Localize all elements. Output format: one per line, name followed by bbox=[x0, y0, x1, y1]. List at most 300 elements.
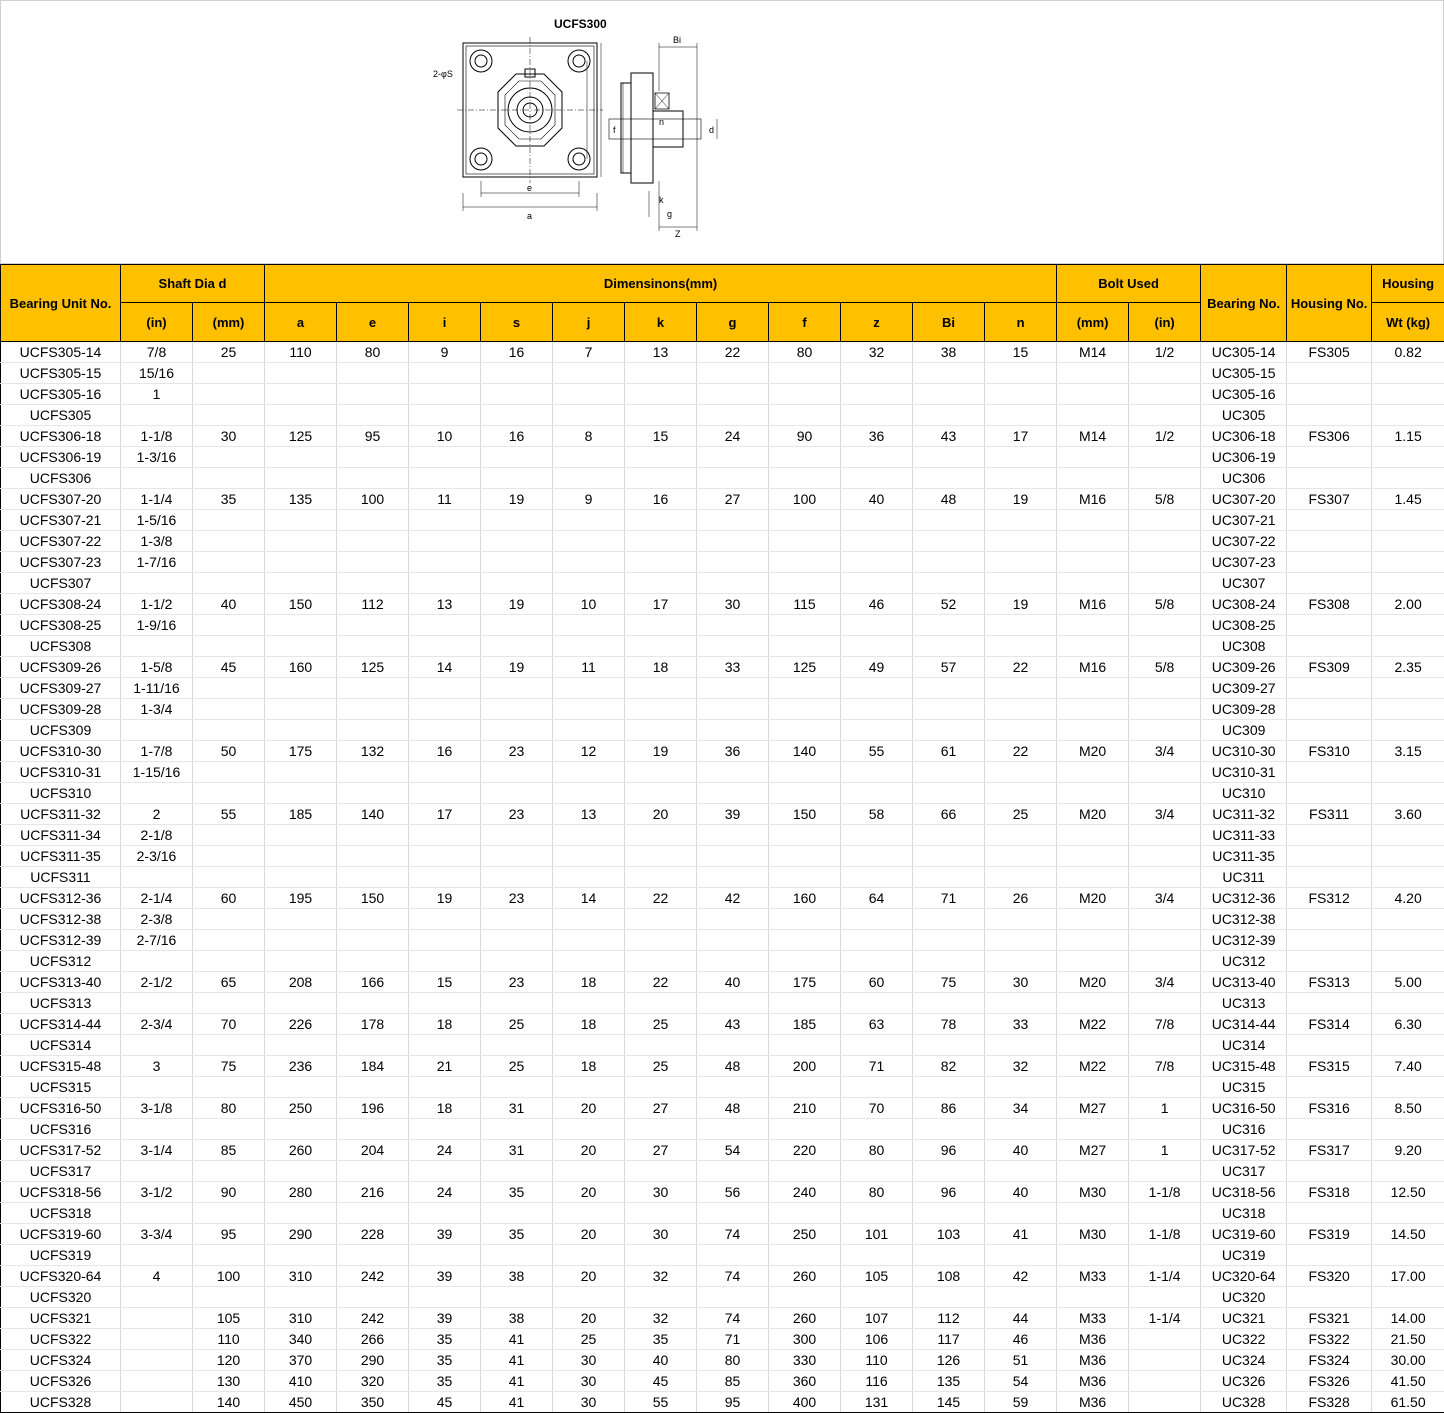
header-sub: n bbox=[985, 303, 1057, 342]
table-cell: 27 bbox=[625, 1140, 697, 1161]
table-cell: 31 bbox=[481, 1140, 553, 1161]
table-cell bbox=[1057, 783, 1129, 804]
table-cell bbox=[409, 447, 481, 468]
table-cell bbox=[697, 993, 769, 1014]
table-cell bbox=[1057, 573, 1129, 594]
table-cell bbox=[625, 363, 697, 384]
table-cell: 2-7/16 bbox=[121, 930, 193, 951]
table-cell bbox=[841, 1077, 913, 1098]
table-cell bbox=[1372, 783, 1444, 804]
table-cell bbox=[1372, 510, 1444, 531]
table-cell bbox=[193, 615, 265, 636]
table-cell: FS316 bbox=[1287, 1098, 1372, 1119]
table-cell: M27 bbox=[1057, 1098, 1129, 1119]
table-cell: 19 bbox=[481, 594, 553, 615]
table-row bbox=[1, 972, 1444, 993]
table-cell bbox=[193, 1245, 265, 1266]
table-cell: 160 bbox=[769, 888, 841, 909]
table-cell bbox=[121, 993, 193, 1014]
header-sub: a bbox=[265, 303, 337, 342]
table-cell: UCFS312-38 bbox=[1, 909, 121, 930]
table-cell bbox=[265, 1245, 337, 1266]
table-cell: 95 bbox=[697, 1392, 769, 1413]
label-a: a bbox=[527, 211, 532, 221]
table-cell bbox=[1129, 909, 1201, 930]
table-cell bbox=[553, 1203, 625, 1224]
table-cell bbox=[1129, 1035, 1201, 1056]
table-cell: 140 bbox=[769, 741, 841, 762]
table-cell bbox=[913, 573, 985, 594]
table-cell: 3-1/2 bbox=[121, 1182, 193, 1203]
table-cell bbox=[121, 1119, 193, 1140]
table-cell: 23 bbox=[481, 888, 553, 909]
table-cell bbox=[1287, 1119, 1372, 1140]
table-cell bbox=[121, 1392, 193, 1413]
table-cell: 19 bbox=[625, 741, 697, 762]
table-cell: 48 bbox=[697, 1056, 769, 1077]
table-cell: UCFS305 bbox=[1, 405, 121, 426]
table-cell bbox=[1287, 552, 1372, 573]
table-cell: 400 bbox=[769, 1392, 841, 1413]
table-cell bbox=[481, 468, 553, 489]
table-cell bbox=[625, 1035, 697, 1056]
table-cell: 24 bbox=[697, 426, 769, 447]
table-cell bbox=[1129, 1329, 1201, 1350]
table-cell bbox=[1287, 1245, 1372, 1266]
table-cell bbox=[1129, 384, 1201, 405]
table-cell bbox=[553, 1245, 625, 1266]
table-cell bbox=[913, 636, 985, 657]
table-cell bbox=[769, 951, 841, 972]
table-cell: UC318 bbox=[1201, 1203, 1287, 1224]
table-cell: M30 bbox=[1057, 1224, 1129, 1245]
header-sub: z bbox=[841, 303, 913, 342]
table-cell: 59 bbox=[985, 1392, 1057, 1413]
table-cell bbox=[1057, 636, 1129, 657]
label-f: f bbox=[613, 125, 616, 135]
table-cell bbox=[121, 636, 193, 657]
table-cell: 35 bbox=[481, 1224, 553, 1245]
table-cell bbox=[553, 510, 625, 531]
table-cell bbox=[841, 825, 913, 846]
table-cell: 3/4 bbox=[1129, 741, 1201, 762]
table-cell bbox=[265, 1287, 337, 1308]
table-cell: UCFS310-30 bbox=[1, 741, 121, 762]
table-cell: 22 bbox=[625, 888, 697, 909]
table-cell bbox=[697, 1203, 769, 1224]
table-cell bbox=[625, 1161, 697, 1182]
table-cell bbox=[985, 615, 1057, 636]
table-cell: 41 bbox=[985, 1224, 1057, 1245]
table-cell bbox=[265, 678, 337, 699]
table-cell: 13 bbox=[553, 804, 625, 825]
table-cell bbox=[841, 573, 913, 594]
table-cell: 184 bbox=[337, 1056, 409, 1077]
table-cell bbox=[625, 762, 697, 783]
table-cell: UC320 bbox=[1201, 1287, 1287, 1308]
table-cell: 16 bbox=[481, 426, 553, 447]
table-cell: 7/8 bbox=[1129, 1056, 1201, 1077]
table-cell bbox=[697, 867, 769, 888]
table-cell bbox=[1129, 468, 1201, 489]
table-cell: UCFS326 bbox=[1, 1371, 121, 1392]
table-cell: M30 bbox=[1057, 1182, 1129, 1203]
table-cell bbox=[769, 1161, 841, 1182]
table-cell: 19 bbox=[985, 489, 1057, 510]
table-cell bbox=[913, 951, 985, 972]
table-cell bbox=[913, 699, 985, 720]
table-cell: M22 bbox=[1057, 1014, 1129, 1035]
table-cell: UCFS310 bbox=[1, 783, 121, 804]
table-cell bbox=[337, 1287, 409, 1308]
table-cell: 38 bbox=[481, 1308, 553, 1329]
table-cell bbox=[193, 720, 265, 741]
table-cell bbox=[553, 363, 625, 384]
table-cell: 85 bbox=[697, 1371, 769, 1392]
table-cell bbox=[913, 384, 985, 405]
table-cell bbox=[1057, 762, 1129, 783]
table-cell bbox=[841, 510, 913, 531]
table-cell: UCFS305-16 bbox=[1, 384, 121, 405]
table-cell: 45 bbox=[193, 657, 265, 678]
table-cell: UCFS315 bbox=[1, 1077, 121, 1098]
header-sub: (in) bbox=[1129, 303, 1201, 342]
table-cell bbox=[841, 930, 913, 951]
table-cell bbox=[625, 573, 697, 594]
table-cell: 5/8 bbox=[1129, 594, 1201, 615]
table-cell: UC311-32 bbox=[1201, 804, 1287, 825]
table-cell: 126 bbox=[913, 1350, 985, 1371]
table-cell: UC319 bbox=[1201, 1245, 1287, 1266]
table-cell bbox=[409, 909, 481, 930]
table-cell: 210 bbox=[769, 1098, 841, 1119]
table-cell bbox=[337, 1077, 409, 1098]
table-cell bbox=[769, 867, 841, 888]
table-cell: 2-1/4 bbox=[121, 888, 193, 909]
table-cell: 1-3/4 bbox=[121, 699, 193, 720]
table-cell bbox=[1287, 510, 1372, 531]
table-cell bbox=[193, 531, 265, 552]
table-cell bbox=[337, 825, 409, 846]
table-cell: 17 bbox=[409, 804, 481, 825]
table-cell: M16 bbox=[1057, 594, 1129, 615]
table-cell: 45 bbox=[409, 1392, 481, 1413]
table-cell bbox=[1372, 825, 1444, 846]
table-cell bbox=[697, 930, 769, 951]
table-body bbox=[1, 342, 1444, 1413]
table-cell bbox=[337, 930, 409, 951]
table-cell: 74 bbox=[697, 1308, 769, 1329]
table-cell bbox=[481, 993, 553, 1014]
header-sub: g bbox=[697, 303, 769, 342]
table-cell: UC322 bbox=[1201, 1329, 1287, 1350]
table-cell bbox=[481, 552, 553, 573]
table-cell bbox=[193, 510, 265, 531]
table-cell: UCFS318 bbox=[1, 1203, 121, 1224]
table-cell: 4.20 bbox=[1372, 888, 1444, 909]
table-row bbox=[1, 552, 1444, 573]
table-cell: 320 bbox=[337, 1371, 409, 1392]
table-cell bbox=[193, 909, 265, 930]
table-cell bbox=[409, 1287, 481, 1308]
label-k: k bbox=[659, 195, 664, 205]
table-cell: 39 bbox=[409, 1224, 481, 1245]
table-cell bbox=[193, 783, 265, 804]
table-cell: UCFS309-28 bbox=[1, 699, 121, 720]
table-cell: 131 bbox=[841, 1392, 913, 1413]
table-cell bbox=[265, 1203, 337, 1224]
table-cell bbox=[1129, 720, 1201, 741]
table-cell bbox=[697, 783, 769, 804]
table-cell: 22 bbox=[625, 972, 697, 993]
table-cell bbox=[841, 762, 913, 783]
table-cell bbox=[553, 762, 625, 783]
table-cell bbox=[697, 1119, 769, 1140]
table-row bbox=[1, 510, 1444, 531]
table-cell: 105 bbox=[841, 1266, 913, 1287]
table-cell: 7 bbox=[553, 342, 625, 363]
table-cell: 145 bbox=[913, 1392, 985, 1413]
table-row bbox=[1, 1098, 1444, 1119]
table-cell: FS324 bbox=[1287, 1350, 1372, 1371]
table-cell: UCFS307 bbox=[1, 573, 121, 594]
table-cell: UC311-35 bbox=[1201, 846, 1287, 867]
table-cell: 1-7/8 bbox=[121, 741, 193, 762]
table-cell: UCFS313-40 bbox=[1, 972, 121, 993]
table-cell bbox=[985, 1287, 1057, 1308]
table-cell bbox=[1129, 825, 1201, 846]
table-cell bbox=[841, 447, 913, 468]
table-cell: M14 bbox=[1057, 426, 1129, 447]
table-cell: FS308 bbox=[1287, 594, 1372, 615]
table-cell bbox=[409, 720, 481, 741]
table-cell bbox=[1287, 783, 1372, 804]
table-cell bbox=[913, 1287, 985, 1308]
table-cell bbox=[985, 678, 1057, 699]
table-cell bbox=[193, 867, 265, 888]
table-cell bbox=[1129, 552, 1201, 573]
table-cell bbox=[265, 783, 337, 804]
table-cell: 1-9/16 bbox=[121, 615, 193, 636]
table-cell bbox=[697, 363, 769, 384]
table-cell bbox=[481, 951, 553, 972]
table-cell: 195 bbox=[265, 888, 337, 909]
table-cell: 35 bbox=[409, 1350, 481, 1371]
table-cell bbox=[697, 951, 769, 972]
table-cell bbox=[1372, 909, 1444, 930]
table-cell: 48 bbox=[913, 489, 985, 510]
table-cell bbox=[697, 468, 769, 489]
header-sub: (mm) bbox=[193, 303, 265, 342]
header-housing-wt-bottom: Wt (kg) bbox=[1372, 303, 1444, 342]
table-cell: 5/8 bbox=[1129, 657, 1201, 678]
table-cell bbox=[913, 993, 985, 1014]
table-cell bbox=[337, 405, 409, 426]
table-cell: 240 bbox=[769, 1182, 841, 1203]
table-cell: UC308 bbox=[1201, 636, 1287, 657]
table-cell: 24 bbox=[409, 1182, 481, 1203]
table-cell: 58 bbox=[841, 804, 913, 825]
table-cell: 185 bbox=[769, 1014, 841, 1035]
table-cell bbox=[121, 1350, 193, 1371]
table-cell: 196 bbox=[337, 1098, 409, 1119]
table-cell bbox=[337, 846, 409, 867]
table-cell bbox=[481, 531, 553, 552]
table-cell: 55 bbox=[841, 741, 913, 762]
table-cell bbox=[841, 720, 913, 741]
table-cell: FS317 bbox=[1287, 1140, 1372, 1161]
table-cell bbox=[337, 762, 409, 783]
table-cell bbox=[625, 1287, 697, 1308]
table-cell bbox=[985, 1077, 1057, 1098]
table-cell: 18 bbox=[553, 1014, 625, 1035]
table-row bbox=[1, 804, 1444, 825]
table-cell bbox=[121, 1203, 193, 1224]
table-cell: 1-11/16 bbox=[121, 678, 193, 699]
table-cell: UCFS317 bbox=[1, 1161, 121, 1182]
table-cell bbox=[985, 699, 1057, 720]
label-z: Z bbox=[675, 229, 681, 239]
table-cell: UCFS318-56 bbox=[1, 1182, 121, 1203]
table-cell bbox=[553, 678, 625, 699]
table-row bbox=[1, 573, 1444, 594]
table-cell bbox=[1129, 615, 1201, 636]
table-cell: 35 bbox=[625, 1329, 697, 1350]
table-cell bbox=[409, 1119, 481, 1140]
table-cell: FS318 bbox=[1287, 1182, 1372, 1203]
table-cell: 105 bbox=[193, 1308, 265, 1329]
table-cell: 2.35 bbox=[1372, 657, 1444, 678]
table-cell bbox=[913, 867, 985, 888]
table-cell bbox=[625, 1203, 697, 1224]
table-cell bbox=[625, 405, 697, 426]
table-cell bbox=[337, 1161, 409, 1182]
table-cell bbox=[769, 447, 841, 468]
table-cell bbox=[265, 363, 337, 384]
table-cell bbox=[337, 1119, 409, 1140]
table-cell bbox=[481, 384, 553, 405]
table-cell: 90 bbox=[769, 426, 841, 447]
table-cell bbox=[841, 1035, 913, 1056]
table-cell bbox=[553, 384, 625, 405]
table-cell bbox=[697, 699, 769, 720]
table-cell: M36 bbox=[1057, 1371, 1129, 1392]
table-cell bbox=[913, 363, 985, 384]
table-cell bbox=[1129, 783, 1201, 804]
table-cell bbox=[481, 573, 553, 594]
table-row bbox=[1, 342, 1444, 363]
table-cell bbox=[697, 1077, 769, 1098]
table-cell bbox=[265, 930, 337, 951]
table-cell: 32 bbox=[841, 342, 913, 363]
table-cell: 96 bbox=[913, 1140, 985, 1161]
table-cell bbox=[985, 636, 1057, 657]
table-cell: UCFS306 bbox=[1, 468, 121, 489]
table-cell: 5/8 bbox=[1129, 489, 1201, 510]
table-cell: UC328 bbox=[1201, 1392, 1287, 1413]
table-row bbox=[1, 468, 1444, 489]
table-cell: UCFS328 bbox=[1, 1392, 121, 1413]
table-cell bbox=[985, 846, 1057, 867]
table-cell: FS306 bbox=[1287, 426, 1372, 447]
table-cell: FS311 bbox=[1287, 804, 1372, 825]
table-cell: 280 bbox=[265, 1182, 337, 1203]
table-cell: UC309-27 bbox=[1201, 678, 1287, 699]
table-cell: 3/4 bbox=[1129, 804, 1201, 825]
table-cell bbox=[697, 678, 769, 699]
table-cell bbox=[481, 1245, 553, 1266]
table-cell: 21 bbox=[409, 1056, 481, 1077]
table-cell: 15 bbox=[625, 426, 697, 447]
table-cell bbox=[265, 909, 337, 930]
table-cell: UC324 bbox=[1201, 1350, 1287, 1371]
table-cell bbox=[1057, 405, 1129, 426]
table-cell bbox=[409, 405, 481, 426]
table-cell: 61 bbox=[913, 741, 985, 762]
table-cell: 1-1/2 bbox=[121, 594, 193, 615]
table-cell: 228 bbox=[337, 1224, 409, 1245]
table-cell: 31 bbox=[481, 1098, 553, 1119]
table-cell bbox=[1287, 930, 1372, 951]
table-cell bbox=[337, 636, 409, 657]
table-cell bbox=[553, 573, 625, 594]
table-cell bbox=[985, 363, 1057, 384]
table-cell: UC319-60 bbox=[1201, 1224, 1287, 1245]
table-row bbox=[1, 1035, 1444, 1056]
table-cell bbox=[553, 930, 625, 951]
table-cell: 3/4 bbox=[1129, 972, 1201, 993]
table-cell bbox=[1287, 1203, 1372, 1224]
table-cell: 1-7/16 bbox=[121, 552, 193, 573]
table-cell: 41 bbox=[481, 1350, 553, 1371]
table-cell bbox=[769, 531, 841, 552]
table-cell: FS320 bbox=[1287, 1266, 1372, 1287]
table-cell: 30 bbox=[553, 1392, 625, 1413]
table-cell: 1.15 bbox=[1372, 426, 1444, 447]
table-cell bbox=[769, 762, 841, 783]
table-cell bbox=[913, 678, 985, 699]
table-cell bbox=[553, 1077, 625, 1098]
table-cell bbox=[697, 1287, 769, 1308]
table-cell bbox=[913, 468, 985, 489]
table-cell: 52 bbox=[913, 594, 985, 615]
table-cell bbox=[1057, 678, 1129, 699]
table-cell bbox=[985, 783, 1057, 804]
table-cell: 96 bbox=[913, 1182, 985, 1203]
table-cell: 8 bbox=[553, 426, 625, 447]
table-row bbox=[1, 615, 1444, 636]
table-cell bbox=[625, 846, 697, 867]
table-cell bbox=[337, 1245, 409, 1266]
table-cell: 160 bbox=[265, 657, 337, 678]
table-cell: FS305 bbox=[1287, 342, 1372, 363]
table-cell: UC313-40 bbox=[1201, 972, 1287, 993]
table-cell bbox=[625, 447, 697, 468]
table-cell: 108 bbox=[913, 1266, 985, 1287]
table-cell: 86 bbox=[913, 1098, 985, 1119]
table-cell: 3-1/4 bbox=[121, 1140, 193, 1161]
table-cell bbox=[769, 1287, 841, 1308]
table-cell bbox=[409, 762, 481, 783]
table-cell bbox=[553, 699, 625, 720]
table-cell: 200 bbox=[769, 1056, 841, 1077]
table-cell bbox=[769, 699, 841, 720]
table-cell bbox=[193, 1203, 265, 1224]
table-row bbox=[1, 405, 1444, 426]
table-cell bbox=[841, 636, 913, 657]
table-cell: 22 bbox=[985, 741, 1057, 762]
table-row bbox=[1, 636, 1444, 657]
